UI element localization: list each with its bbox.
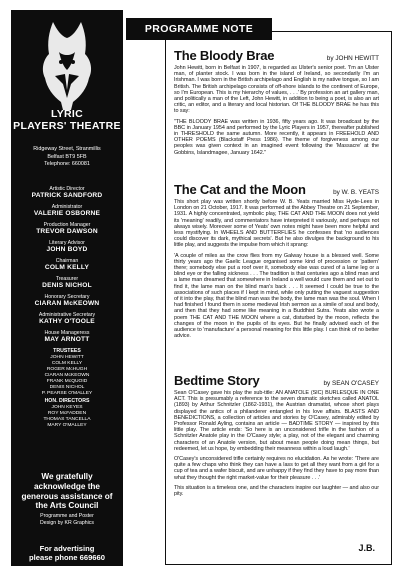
arts-council-acknowledgement: We gratefully acknowledge the generous assistance of the Arts Council	[21, 472, 113, 511]
staff-name: CIARAN McKEOWN	[34, 300, 100, 307]
section-cat-and-moon	[174, 181, 379, 339]
programme-note-frame	[165, 31, 392, 565]
hon-directors-list	[11, 398, 123, 429]
lyric-crest-logo	[35, 18, 99, 114]
section-bloody-brae	[174, 47, 379, 156]
staff-name: PATRICK SANDFORD	[31, 192, 103, 199]
section-paragraph: Sean O'Casey gave his play the sub-title: AN ANATOLE (SIC) BURLESQUE IN ONE ACT. This is presumably a reference to the seven dramatic sketches called ANATOL (1893) by Arthur Schnitzler (1862-1931), the Austrian dramatist, whose short plays displayed the antics of a philanderer entangled in his love affairs. BLASTS AND BENEDICTIONS, a collection of articles and stories by O'Casey, admirably edited by Professor Ronald Ayling, contains an article — BADTIME STORY — inspired by this little play. The article ends: 'So here is an unconsidered trifle in the fashion of a Schnitzler Anatole play in the O'Casey style; a play, not of the elegant and charming characters of an Anatole version, but about mean people doing mean things, but redeemed, let us hope, by embedding their meanness within a loud laugh.'	[174, 390, 379, 452]
section-heading	[174, 372, 379, 388]
list-item: FRANK McQUOID	[46, 378, 88, 384]
address-line1: Ridgeway Street, Stranmillis	[33, 146, 101, 152]
theatre-name	[11, 108, 123, 132]
section-heading	[174, 47, 379, 63]
theatre-name-line1: LYRIC	[50, 108, 84, 120]
programme-note-header	[126, 18, 272, 40]
theatre-name-line2: PLAYERS' THEATRE	[13, 120, 121, 132]
section-paragraph: John Hewitt, born in Belfast in 1907, is regarded as Ulster's senior poet. 'I'm an Ulster man, of planter stock. I was born in the island of Ireland, so secondarily I'm an Irishman. I was born in the British archipelago and English is my native tongue, so I am British. The British archipelago consists of off-shore islands to the continent of Europe, so I'm European. This is my hierarchy of values, . . .' By profession an art gallery man, and politically a man of the Left, John Hewitt, in addition to being a poet, is also an art critic, an editor, and a literary and local historian. Of THE BLOODY BRAE he has this to say:	[174, 65, 379, 115]
staff-role: Administrative Secretary	[38, 312, 96, 318]
list-item: ROGER McHUGH	[46, 366, 88, 372]
staff-name: JOHN BOYD	[46, 246, 88, 253]
list-item: CIARAN McKEOWN	[44, 372, 90, 378]
list-item: P. PEARSE O'MALLEY	[41, 391, 93, 397]
address-line2: Belfast BT9 5FB	[47, 153, 87, 160]
staff-name: KATHY O'TOOLE	[39, 318, 95, 325]
staff-entry	[11, 312, 123, 326]
staff-name: MAY ARNOTT	[44, 336, 90, 343]
section-author: by SEAN O'CASEY	[323, 380, 379, 387]
staff-name: DENIS NICHOL	[42, 282, 92, 289]
author-signature: J.B.	[358, 543, 375, 553]
staff-role: Treasurer	[55, 276, 79, 282]
theatre-phone: Telephone: 660081	[44, 161, 90, 167]
staff-list	[11, 186, 123, 429]
trustees-list	[11, 348, 123, 397]
credit-line1: Programme and Poster	[40, 513, 94, 519]
list-item: THOMAS TANCELLA	[43, 416, 91, 422]
staff-entry	[11, 222, 123, 236]
staff-entry	[11, 240, 123, 254]
section-paragraph: This situation is a timeless one, and the characters inspire our laughter — and also our pity.	[174, 484, 379, 498]
staff-entry	[11, 276, 123, 290]
credit-line2: Design by KR Graphics	[40, 519, 94, 526]
programme-note-title: PROGRAMME NOTE	[144, 23, 254, 35]
section-paragraph: "THE BLOODY BRAE was written in 1936, fifty years ago. It was broadcast by the BBC in January 1954 and performed by the Lyric Players in 1957, thereafter published in THRESHOLD the same autumn. More recently, it appears in FREEHOLD AND OTHER POEMS (Blackstaff Press 1986). The theme of forgiveness among our peoples was given context in an imagined event following the 'Massacre' at the Gobbins, Islandmagee, January 1642."	[174, 118, 379, 156]
section-author: by JOHN HEWITT	[326, 55, 379, 62]
staff-role: House Manageress	[44, 330, 90, 336]
staff-role: Literary Advisor	[49, 240, 85, 246]
staff-entry	[11, 186, 123, 200]
list-item: COLM KELLY	[51, 360, 83, 366]
list-item: JOHN KEYES	[51, 404, 83, 410]
section-title: The Bloody Brae	[174, 48, 275, 63]
list-item: JOHN HEWITT	[50, 354, 84, 360]
section-paragraph: This short play was written shortly before W. B. Yeats married Miss Hyde-Lees in London on 21 October, 1917. It was performed at the Abbey Theatre on 21 September, 1931. A highly concentrated, symbolic play, THE CAT AND THE MOON does not yield its 'meaning' readily, and commentators have interpreted it variously, and perhaps not always wisely. Moreover some of Yeats' own notes might have been more helpful and less mystifying. In WHEELS AND BUTTERFLIES he confesses that 'no audiences could discover its dark, mythical secrets'. But he also divulges the background to his little play, and suggests the impulse from which it sprang:	[174, 199, 379, 249]
staff-role: Chairman	[55, 258, 79, 264]
staff-name: VALERIE OSBORNE	[33, 210, 101, 217]
staff-entry	[11, 258, 123, 272]
list-item: DENIS NICHOL	[49, 384, 85, 390]
section-heading	[174, 181, 379, 197]
advert-line2: please phone 669660	[29, 553, 105, 563]
section-title: Bedtime Story	[174, 373, 260, 388]
staff-name: COLM KELLY	[44, 264, 90, 271]
staff-entry	[11, 294, 123, 308]
section-author: by W. B. YEATS	[333, 189, 379, 196]
theatre-address	[11, 146, 123, 169]
staff-role: Artistic Director	[49, 186, 85, 192]
staff-name: TREVOR DAWSON	[36, 228, 98, 235]
design-credit	[11, 513, 123, 526]
section-title: The Cat and the Moon	[174, 182, 306, 197]
theatre-sidebar	[11, 10, 123, 566]
list-item: ROY McFADDEN	[47, 410, 87, 416]
staff-role: Administrator	[51, 204, 83, 210]
advert-line1: For advertising	[39, 544, 95, 553]
staff-role: Honorary Secretary	[44, 294, 90, 300]
list-item: MARY O'MALLEY	[47, 422, 87, 428]
list-heading: TRUSTEES	[53, 348, 81, 354]
section-paragraph: O'Casey's unconsidered trifle certainly requires no elucidation. As he wrote: 'There are quite a few chaps who think they can have a lass to get all they want from a girl for a cup of tea and a wafer biscuit, and are unhappy if they find they have to pay more than what they thought the right market-value for their pleasure . . .'	[174, 456, 379, 481]
staff-role: Production Manager	[43, 222, 91, 228]
staff-entry	[11, 330, 123, 344]
staff-entry	[11, 204, 123, 218]
list-heading: HON. DIRECTORS	[44, 398, 90, 405]
section-paragraph: 'A couple of miles as the crow flies from my Galway house is a blessed well. Some thirty years ago the Gaelic League organised some kind of procession or 'pattern' there; somebody else put a roof over it, somebody else was cured of a lame leg or a blind eye or the falling sickness . . . The tradition is that centuries ago a blind man and a lame man dreamed that somewhere in Ireland a well would cure them and set out to find it, the lame man on the blind man's back . . . It seemed I could be true to the associations of such places if I kept in mind, while only putting the vaguest suggestion of it into the play, that the blind man was the body, the lame man was the soul. When I had finished I found them in some medieval Irish sermon as a simile of soul and body, and then that they had some like meaning in a Buddhist Sutra. Yeats also wrote a poem THE CAT AND THE MOON where a cat, disturbed by the moon, reflects the changes of the moon in the pupils of its eyes. But he finally advised each of the audience to 'manufacture' a personal meaning for this little play. I can think of no better advice.	[174, 252, 379, 340]
advertising-notice	[11, 544, 123, 562]
section-bedtime-story	[174, 372, 379, 497]
